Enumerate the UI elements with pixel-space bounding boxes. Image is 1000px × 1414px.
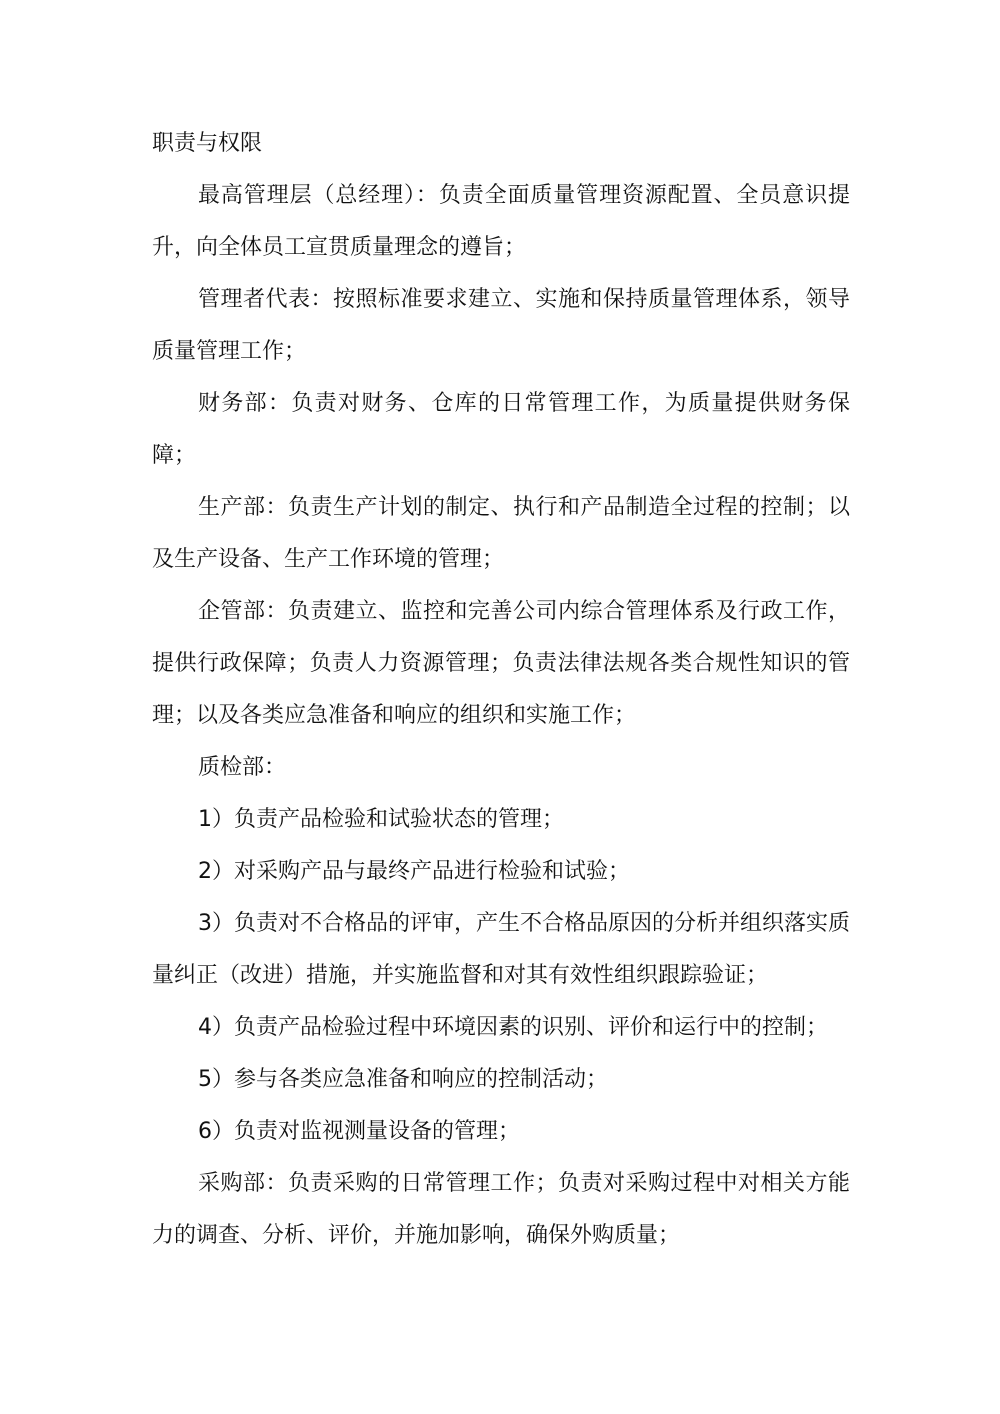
paragraph-finance-department: 财务部：负责对财务、仓库的日常管理工作，为质量提供财务保障； xyxy=(152,391,850,468)
document-body xyxy=(152,118,850,1262)
paragraph-production-department: 生产部：负责生产计划的制定、执行和产品制造全过程的控制；以及生产设备、生产工作环境的管理； xyxy=(152,495,850,572)
paragraph-quality-inspection-heading: 质检部： xyxy=(198,755,287,780)
paragraph-procurement-department: 采购部：负责采购的日常管理工作；负责对采购过程中对相关方能力的调查、分析、评价，并施加影响，确保外购质量； xyxy=(152,1171,850,1248)
list-item-qc-2: 2）对采购产品与最终产品进行检验和试验； xyxy=(198,859,630,884)
list-item-qc-1: 1）负责产品检验和试验状态的管理； xyxy=(198,807,564,832)
paragraph-top-management: 最高管理层（总经理）：负责全面质量管理资源配置、全员意识提升，向全体员工宣贯质量理念的遵旨； xyxy=(152,183,850,260)
list-item-qc-3: 3）负责对不合格品的评审，产生不合格品原因的分析并组织落实质量纠正（改进）措施，并实施监督和对其有效性组织跟踪验证； xyxy=(152,911,850,988)
list-item-qc-6: 6）负责对监视测量设备的管理； xyxy=(198,1119,520,1144)
paragraph-management-representative: 管理者代表：按照标准要求建立、实施和保持质量管理体系，领导质量管理工作； xyxy=(152,287,850,364)
paragraph-enterprise-management-department: 企管部：负责建立、监控和完善公司内综合管理体系及行政工作，提供行政保障；负责人力资源管理；负责法律法规各类合规性知识的管理；以及各类应急准备和响应的组织和实施工作； xyxy=(152,599,850,728)
list-item-qc-5: 5）参与各类应急准备和响应的控制活动； xyxy=(198,1067,608,1092)
list-item-qc-4: 4）负责产品检验过程中环境因素的识别、评价和运行中的控制； xyxy=(198,1015,828,1040)
section-title: 职责与权限 xyxy=(152,131,263,156)
